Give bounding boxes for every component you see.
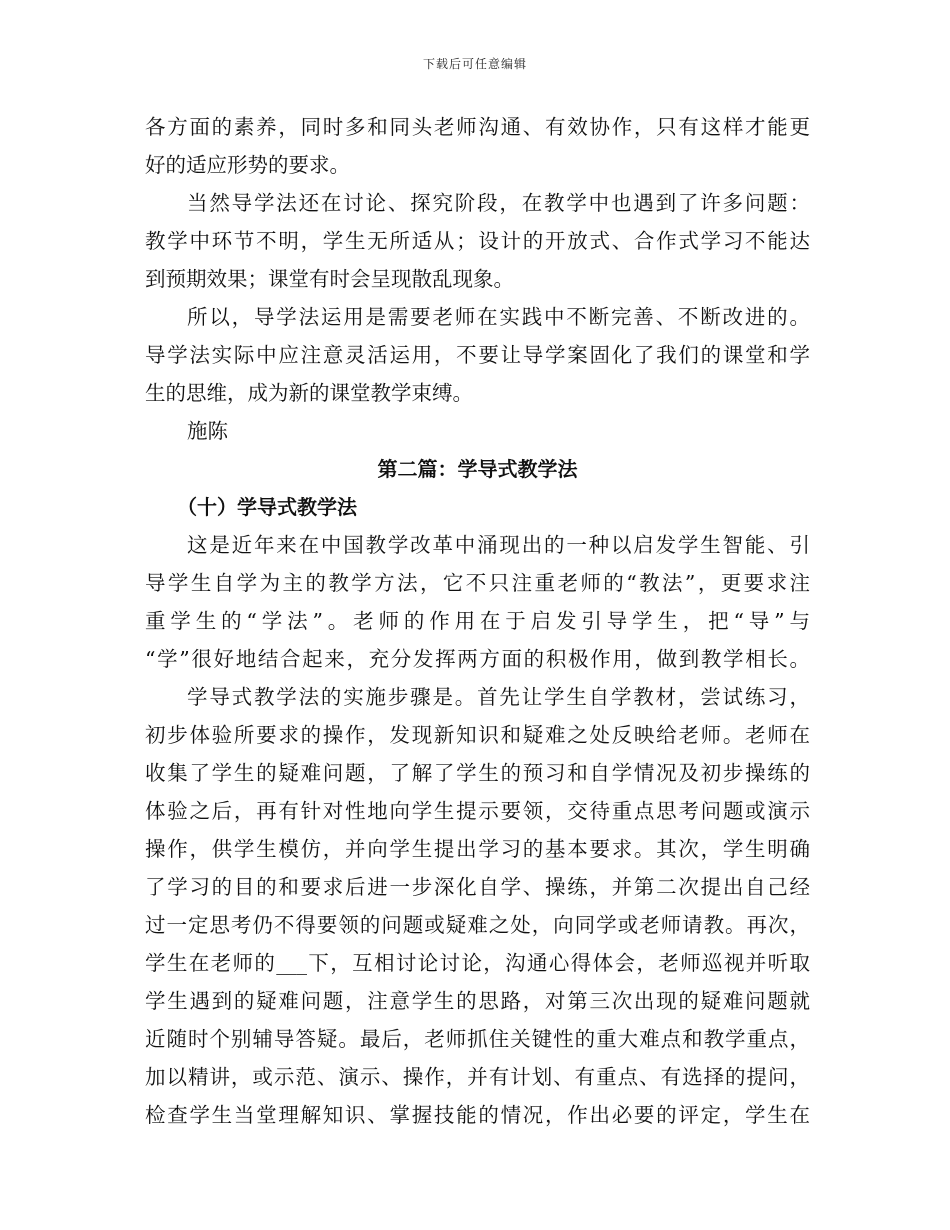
section-title: 第二篇：学导式教学法 <box>377 457 578 481</box>
page-header: 下载后可任意编辑 <box>422 57 527 71</box>
text-line: 导学法实际中应注意灵活运用，不要让导学案固化了我们的课堂和学 <box>145 343 810 367</box>
text-line: 重学生的“学法”。老师的作用在于启发引导学生，把“导”与 <box>145 609 810 633</box>
text-line: 到预期效果；课堂有时会呈现散乱现象。 <box>145 267 514 291</box>
text-line: 加以精讲，或示范、演示、操作，并有计划、有重点、有选择的提问， <box>145 1065 810 1089</box>
text-line: 过一定思考仍不得要领的问题或疑难之处，向同学或老师请教。再次， <box>145 913 810 937</box>
section-subtitle: （十）学导式教学法 <box>177 495 357 519</box>
text-line: “学”很好地结合起来，充分发挥两方面的积极作用，做到教学相长。 <box>145 647 810 671</box>
text-line: 学导式教学法的实施步骤是。首先让学生自学教材，尝试练习， <box>187 685 810 709</box>
text-line: 所以，导学法运用是需要老师在实践中不断完善、不断改进的。 <box>187 305 810 329</box>
text-line: 学生在老师的___下，互相讨论讨论，沟通心得体会，老师巡视并听取 <box>145 951 810 975</box>
text-line: 初步体验所要求的操作，发现新知识和疑难之处反映给老师。老师在 <box>145 723 810 747</box>
text-line: 生的思维，成为新的课堂教学束缚。 <box>145 381 473 405</box>
document-body <box>145 108 810 1134</box>
text-line: 操作，供学生模仿，并向学生提出学习的基本要求。其次，学生明确 <box>145 837 810 861</box>
text-line: 收集了学生的疑难问题，了解了学生的预习和自学情况及初步操练的 <box>145 761 810 785</box>
text-line: 了学习的目的和要求后进一步深化自学、操练，并第二次提出自己经 <box>145 875 810 899</box>
text-line: 教学中环节不明，学生无所适从；设计的开放式、合作式学习不能达 <box>145 229 810 253</box>
text-line: 学生遇到的疑难问题，注意学生的思路，对第三次出现的疑难问题就 <box>145 989 810 1013</box>
text-line: 导学生自学为主的教学方法，它不只注重老师的“教法”，更要求注 <box>145 571 810 595</box>
text-line: 检查学生当堂理解知识、掌握技能的情况，作出必要的评定，学生在 <box>145 1103 810 1127</box>
text-line: 各方面的素养，同时多和同头老师沟通、有效协作，只有这样才能更 <box>145 115 810 139</box>
author-line: 施陈 <box>187 419 228 443</box>
text-line: 这是近年来在中国教学改革中涌现出的一种以启发学生智能、引 <box>187 533 810 557</box>
text-line: 体验之后，再有针对性地向学生提示要领，交待重点思考问题或演示 <box>145 799 810 823</box>
text-line: 当然导学法还在讨论、探究阶段，在教学中也遇到了许多问题： <box>187 191 810 215</box>
text-line: 近随时个别辅导答疑。最后，老师抓住关键性的重大难点和教学重点， <box>145 1027 810 1051</box>
text-line: 好的适应形势的要求。 <box>145 153 350 177</box>
